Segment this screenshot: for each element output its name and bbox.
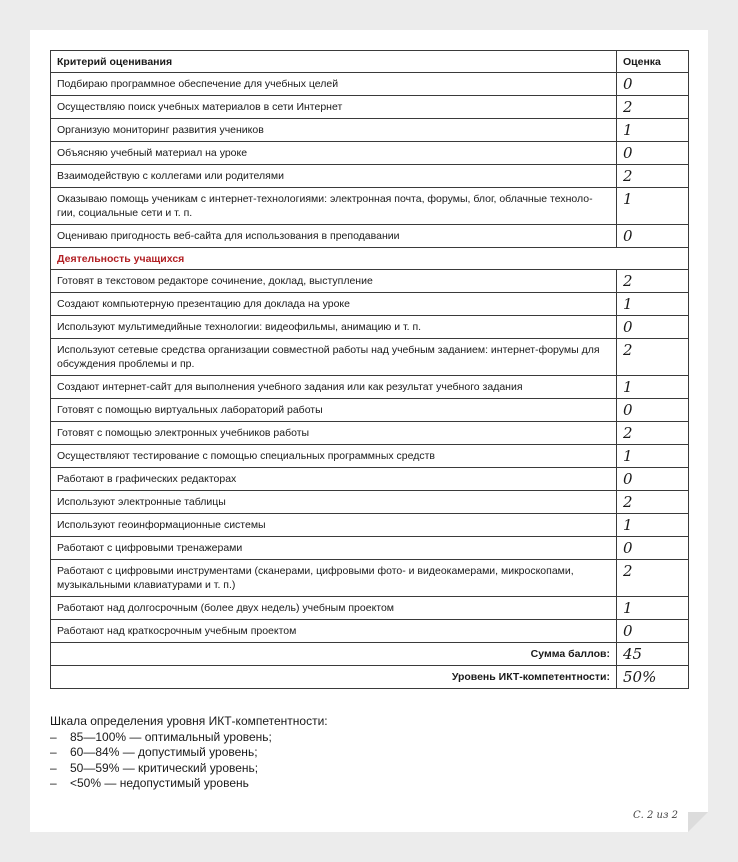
- score-value: 1: [617, 376, 689, 399]
- table-row: [51, 188, 689, 225]
- criterion-text: Объясняю учебный материал на уроке: [51, 142, 617, 165]
- criterion-text: Оказываю помощь ученикам с интернет-технологиями: электронная почта, форумы, блог, облачные техноло-гии, социальные сети и т. п.: [51, 188, 617, 225]
- scale-item-text: 60—84% — допустимый уровень;: [70, 745, 258, 759]
- criterion-text: Подбираю программное обеспечение для учебных целей: [51, 73, 617, 96]
- score-value: 0: [617, 142, 689, 165]
- score-value: 0: [617, 225, 689, 248]
- table-row: [51, 225, 689, 248]
- header-criterion: Критерий оценивания: [51, 51, 617, 73]
- score-value: 2: [617, 339, 689, 376]
- criteria-table: [50, 50, 689, 689]
- scale-item: – <50% — недопустимый уровень: [50, 776, 249, 790]
- section-row: [51, 248, 689, 270]
- page-number: С. 2 из 2: [633, 810, 678, 821]
- table-row: [51, 316, 689, 339]
- score-value: 1: [617, 597, 689, 620]
- sum-row: [51, 643, 689, 666]
- level-row: [51, 666, 689, 689]
- table-row: [51, 537, 689, 560]
- criterion-text: Взаимодействую с коллегами или родителями: [51, 165, 617, 188]
- table-row: [51, 293, 689, 316]
- scale-item-text: 85—100% — оптимальный уровень;: [70, 729, 272, 744]
- header-score: Оценка: [617, 51, 689, 73]
- scale-title: Шкала определения уровня ИКТ-компетентности:: [50, 714, 328, 728]
- score-value: 2: [617, 270, 689, 293]
- table-row: [51, 514, 689, 537]
- criterion-text: Используют сетевые средства организации совместной работы над учебным заданием: интернет-форумы для обсуждения проблемы и пр.: [51, 339, 617, 376]
- table-row: [51, 560, 689, 597]
- table-row: [51, 422, 689, 445]
- table-row: [51, 142, 689, 165]
- score-value: 2: [617, 491, 689, 514]
- score-value: 0: [617, 620, 689, 643]
- table-row: [51, 96, 689, 119]
- criterion-text: Готовят с помощью виртуальных лабораторий работы: [51, 399, 617, 422]
- table-header-row: [51, 51, 689, 73]
- criterion-text: Работают над краткосрочным учебным проектом: [51, 620, 617, 643]
- table-row: [51, 165, 689, 188]
- table-row: [51, 597, 689, 620]
- score-value: 1: [617, 188, 689, 225]
- level-value: 50%: [617, 666, 689, 689]
- table-row: [51, 119, 689, 142]
- criterion-text: Организую мониторинг развития учеников: [51, 119, 617, 142]
- score-value: 2: [617, 96, 689, 119]
- criterion-text: Создают интернет-сайт для выполнения учебного задания или как результат учебного задания: [51, 376, 617, 399]
- score-value: 2: [617, 422, 689, 445]
- table-row: [51, 339, 689, 376]
- criterion-text: Создают компьютерную презентацию для доклада на уроке: [51, 293, 617, 316]
- scale-item-text: 50—59% — критический уровень;: [70, 760, 259, 775]
- table-row: [51, 376, 689, 399]
- criterion-text: Готовят в текстовом редакторе сочинение, доклад, выступление: [51, 270, 617, 293]
- scale-item-text: <50% — недопустимый уровень: [70, 776, 249, 790]
- criterion-text: Готовят с помощью электронных учебников работы: [51, 422, 617, 445]
- table-row: [51, 270, 689, 293]
- criterion-text: Осуществляют тестирование с помощью специальных программных средств: [51, 445, 617, 468]
- criterion-text: Работают с цифровыми инструментами (сканерами, цифровыми фото- и видеокамерами, микроскопами, музыкальными клавиатурами и т. п.): [51, 560, 617, 597]
- criterion-text: Используют мультимедийные технологии: видеофильмы, анимацию и т. п.: [51, 316, 617, 339]
- criterion-text: Осуществляю поиск учебных материалов в сети Интернет: [51, 96, 617, 119]
- page-fold-corner: [688, 812, 708, 832]
- score-value: 1: [617, 514, 689, 537]
- score-value: 0: [617, 399, 689, 422]
- score-value: 1: [617, 293, 689, 316]
- criterion-text: Используют электронные таблицы: [51, 491, 617, 514]
- score-value: 2: [617, 560, 689, 597]
- criterion-text: Работают в графических редакторах: [51, 468, 617, 491]
- document-page: [30, 30, 708, 832]
- table-row: [51, 491, 689, 514]
- sum-value: 45: [617, 643, 689, 666]
- section-title: Деятельность учащихся: [51, 248, 689, 270]
- score-value: 0: [617, 316, 689, 339]
- scale-item: – 50—59% — критический уровень;: [50, 760, 259, 775]
- table-row: [51, 468, 689, 491]
- score-value: 1: [617, 445, 689, 468]
- score-value: 2: [617, 165, 689, 188]
- table-row: [51, 445, 689, 468]
- criterion-text: Работают над долгосрочным (более двух недель) учебным проектом: [51, 597, 617, 620]
- scale-item: – 85—100% — оптимальный уровень;: [50, 729, 272, 744]
- criterion-text: Используют геоинформационные системы: [51, 514, 617, 537]
- table-row: [51, 620, 689, 643]
- criterion-text: Работают с цифровыми тренажерами: [51, 537, 617, 560]
- criterion-text: Оцениваю пригодность веб-сайта для использования в преподавании: [51, 225, 617, 248]
- score-value: 0: [617, 73, 689, 96]
- sum-label: Сумма баллов:: [51, 643, 617, 666]
- scale-legend: [50, 714, 328, 792]
- score-value: 0: [617, 537, 689, 560]
- level-label: Уровень ИКТ-компетентности:: [51, 666, 617, 689]
- table-row: [51, 73, 689, 96]
- score-value: 1: [617, 119, 689, 142]
- score-value: 0: [617, 468, 689, 491]
- table-row: [51, 399, 689, 422]
- scale-item: – 60—84% — допустимый уровень;: [50, 745, 258, 759]
